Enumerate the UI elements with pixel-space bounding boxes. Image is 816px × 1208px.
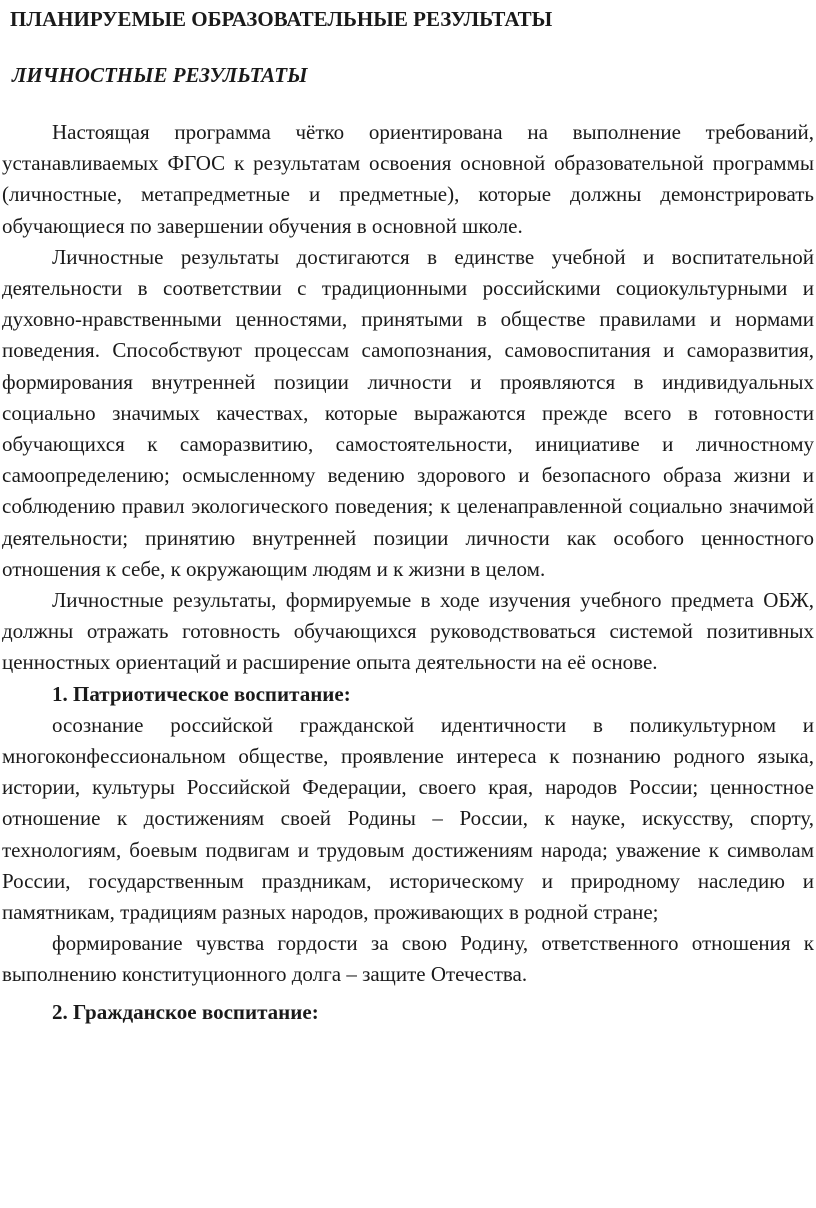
page-title: ПЛАНИРУЕМЫЕ ОБРАЗОВАТЕЛЬНЫЕ РЕЗУЛЬТАТЫ: [10, 7, 553, 31]
document-body: [2, 117, 814, 1028]
subheading-civic-education: 2. Гражданское воспитание:: [52, 999, 319, 1024]
paragraph-patriotic-2: формирование чувства гордости за свою Родину, ответственного отношения к выполнению конституционного долга – защите Отечества.: [2, 931, 814, 987]
paragraph-intro: Настоящая программа чётко ориентирована на выполнение требований, устанавливаемых ФГОС к результатам освоения основной образовательной программы (личностные, метапредметные и предметные), которые должны демонстрировать обучающиеся по завершении обучения в основной школе.: [2, 120, 814, 238]
subheading-patriotic-education: 1. Патриотическое воспитание:: [52, 681, 351, 706]
paragraph-obzh-results: Личностные результаты, формируемые в ходе изучения учебного предмета ОБЖ, должны отражать готовность обучающихся руководствоваться системой позитивных ценностных ориентаций и расширение опыта деятельности на её основе.: [2, 588, 814, 675]
paragraph-personal-results: Личностные результаты достигаются в единстве учебной и воспитательной деятельности в соответствии с традиционными российскими социокультурными и духовно-нравственными ценностями, принятыми в обществе правилами и нормами поведения. Способствуют процессам самопознания, самовоспитания и саморазвития, формирования внутренней позиции личности и проявляются в индивидуальных социально значимых качествах, которые выражаются прежде всего в готовности обучающихся к саморазвитию, самостоятельности, инициативе и личностному самоопределению; осмысленному ведению здорового и безопасного образа жизни и соблюдению правил экологического поведения; к целенаправленной социально значимой деятельности; принятию внутренней позиции личности как особого ценностного отношения к себе, к окружающим людям и к жизни в целом.: [2, 244, 814, 581]
paragraph-patriotic-1: осознание российской гражданской идентичности в поликультурном и многоконфессиональном обществе, проявление интереса к познанию родного языка, истории, культуры Российской Федерации, своего края, народов России; ценностное отношение к достижениям своей Родины – России, к науке, искусству, спорту, технологиям, боевым подвигам и трудовым достижениям народа; уважение к символам России, государственным праздникам, историческому и природному наследию и памятникам, традициям разных народов, проживающих в родной стране;: [2, 712, 814, 925]
section-title-personal-results: ЛИЧНОСТНЫЕ РЕЗУЛЬТАТЫ: [12, 63, 308, 87]
